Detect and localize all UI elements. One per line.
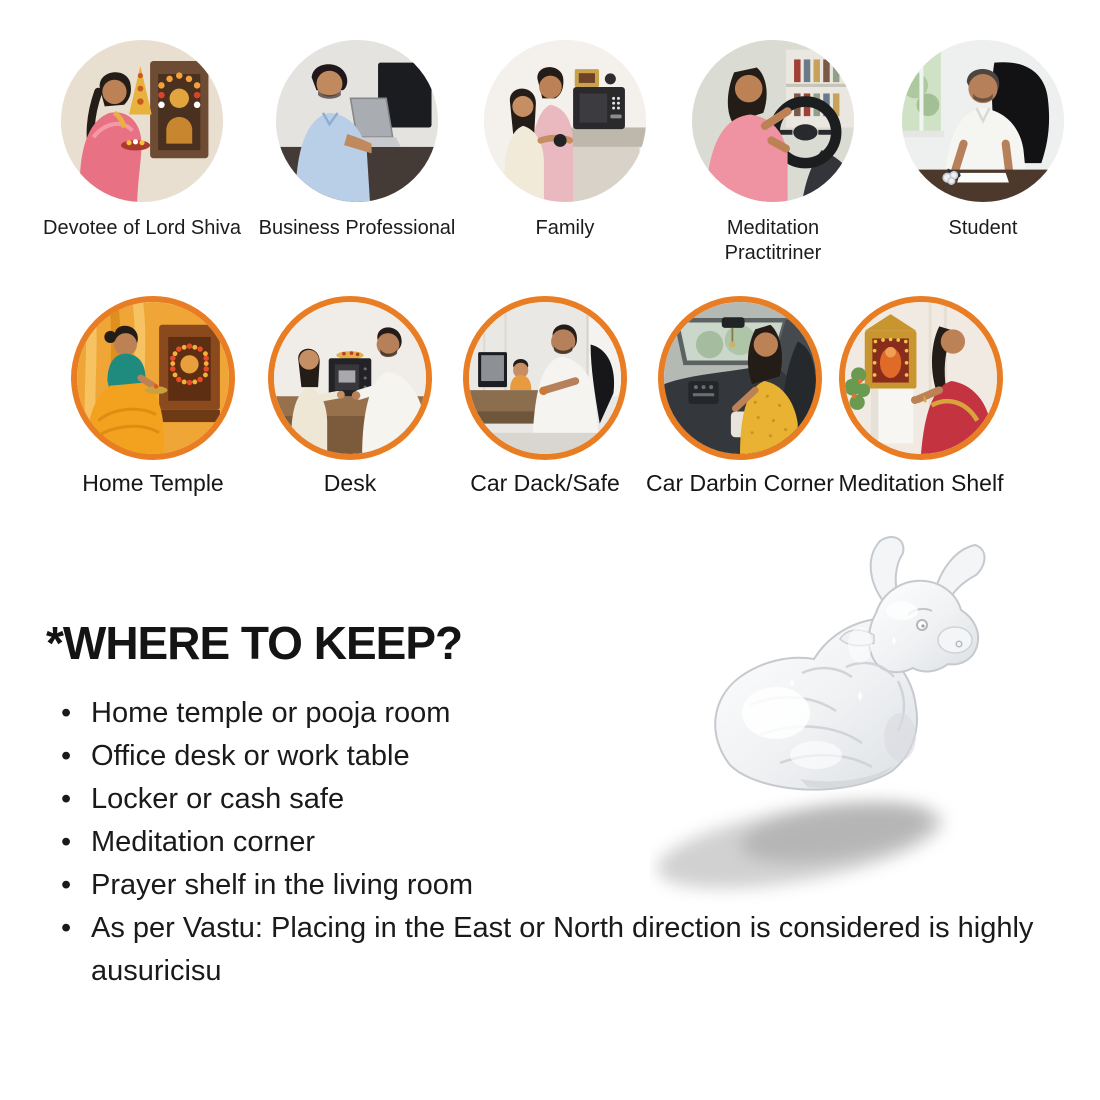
placement-meditation-shelf	[821, 296, 1021, 497]
placement-label-car-darbin-corner: Car Darbin Corner	[646, 470, 834, 496]
bullet-vastu: • As per Vastu: Placing in the East or North direction is considered is highly ausuricisu	[58, 907, 1063, 993]
persona-label-devotee: Devotee of Lord Shiva	[43, 217, 241, 239]
placement-label-meditation-shelf: Meditation Shelf	[838, 470, 1004, 496]
student-photo-illustration	[902, 40, 1064, 202]
home-temple-photo	[71, 296, 235, 460]
placement-label-desk: Desk	[323, 470, 377, 496]
devotee-photo	[61, 40, 223, 202]
crystal-nandi-bull-image	[650, 515, 1050, 915]
placement-label-home-temple: Home Temple	[82, 470, 224, 496]
crystal-nandi-bull-icon	[650, 515, 1050, 915]
persona-student	[878, 40, 1088, 241]
placement-car-dack-safe	[445, 296, 645, 497]
car-darbin-corner-photo	[658, 296, 822, 460]
student-photo	[902, 40, 1064, 202]
bullet-locker: • Locker or cash safe	[58, 778, 1063, 821]
persona-label-meditation: Meditation Practitriner	[724, 217, 822, 264]
placement-home-temple	[53, 296, 253, 497]
meditation-practitioner-photo	[692, 40, 854, 202]
home-temple-photo-illustration	[77, 302, 229, 454]
persona-label-business: Business Professional	[258, 217, 456, 239]
persona-devotee-of-lord-shiva	[37, 40, 247, 241]
business-professional-photo-illustration	[276, 40, 438, 202]
family-photo-illustration	[484, 40, 646, 202]
persona-business-professional	[252, 40, 462, 241]
desk-photo	[268, 296, 432, 460]
desk-photo-illustration	[274, 302, 426, 454]
meditation-shelf-photo	[839, 296, 1003, 460]
placement-label-car-dack-safe: Car Dack/Safe	[470, 470, 620, 496]
where-to-keep-heading: *WHERE TO KEEP?	[46, 617, 463, 669]
persona-meditation-practitioner	[668, 40, 878, 266]
bullet-meditation-corner: • Meditation corner	[58, 821, 1063, 864]
car-darbin-corner-photo-illustration	[664, 302, 816, 454]
bullet-office-desk: • Office desk or work table	[58, 735, 1063, 778]
meditation-practitioner-photo-illustration	[692, 40, 854, 202]
car-dack-safe-photo-illustration	[469, 302, 621, 454]
family-photo	[484, 40, 646, 202]
business-professional-photo	[276, 40, 438, 202]
bullet-prayer-shelf: • Prayer shelf in the living room	[58, 864, 1063, 907]
persona-family	[460, 40, 670, 241]
placement-car-darbin-corner	[640, 296, 840, 497]
bullet-home-temple: • Home temple or pooja room	[58, 692, 1063, 735]
persona-label-family: Family	[535, 217, 595, 239]
car-dack-safe-photo	[463, 296, 627, 460]
persona-label-student: Student	[948, 217, 1018, 239]
devotee-photo-illustration	[61, 40, 223, 202]
placement-desk	[250, 296, 450, 497]
meditation-shelf-photo-illustration	[845, 302, 997, 454]
